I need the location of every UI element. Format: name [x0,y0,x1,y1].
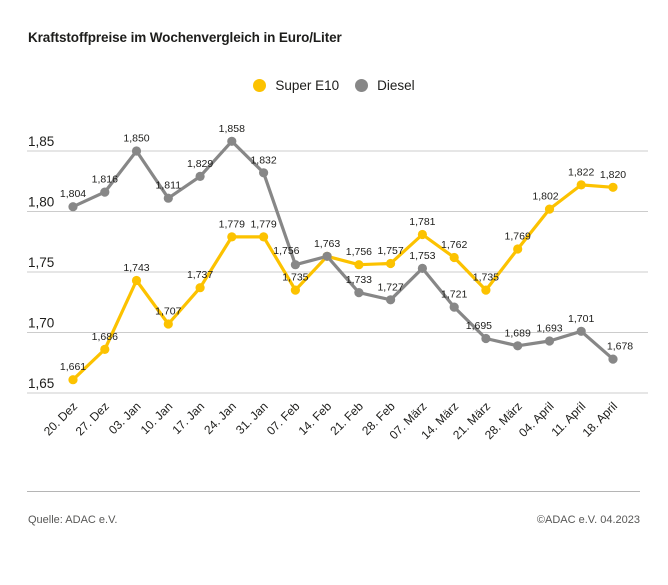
data-point-diesel [291,260,300,269]
data-point-super-e10 [577,180,586,189]
footer [28,514,640,526]
data-point-label-super-e10: 1,707 [155,305,182,318]
legend-label-super-e10: Super E10 [275,78,340,93]
x-axis-label: 14. Feb [295,399,335,438]
y-axis-label: 1,65 [28,376,55,391]
x-axis-label: 17. Jan [169,399,208,437]
data-point-label-super-e10: 1,779 [218,218,245,231]
data-point-label-diesel: 1,816 [91,173,118,186]
data-point-label-super-e10: 1,779 [250,218,277,231]
data-point-super-e10 [227,232,236,241]
data-point-label-diesel: 1,753 [409,249,436,262]
data-point-diesel [513,341,522,350]
x-axis-label: 27. Dez [72,399,112,439]
x-axis-label: 20. Dez [40,399,81,439]
data-point-label-super-e10: 1,756 [345,246,373,259]
x-axis-label: 28. Feb [359,399,398,438]
data-point-label-diesel: 1,756 [273,245,300,258]
copyright-note: ©ADAC e.V. 04.2023 [536,514,640,526]
data-point-diesel [386,295,395,304]
data-point-label-diesel: 1,678 [606,340,634,353]
data-point-label-diesel: 1,689 [504,327,531,340]
x-axis-label: 07. März [386,399,430,443]
x-axis-label: 31. Jan [232,399,271,437]
data-point-super-e10 [450,253,459,262]
data-point-super-e10 [132,276,141,285]
data-point-label-diesel: 1,763 [313,237,341,250]
data-point-super-e10 [259,232,268,241]
data-point-diesel [196,172,205,181]
data-point-label-super-e10: 1,781 [409,216,436,228]
y-axis-label: 1,75 [28,255,55,270]
data-point-diesel [100,188,109,197]
series-line-diesel [73,141,613,359]
data-point-super-e10 [545,205,554,214]
data-point-diesel [68,202,77,211]
series-line-super-e10 [73,185,613,380]
data-point-label-super-e10: 1,661 [59,361,87,374]
data-point-super-e10 [608,183,617,192]
data-point-label-super-e10: 1,735 [472,271,500,284]
data-point-diesel [608,355,617,364]
data-point-label-super-e10: 1,686 [91,330,118,343]
page-title: Kraftstoffpreise im Wochenvergleich in Euro/Liter [28,30,342,45]
data-point-diesel [227,137,236,146]
data-point-diesel [164,194,173,203]
data-point-label-super-e10: 1,737 [186,269,214,282]
data-point-diesel [450,303,459,312]
data-point-label-super-e10: 1,757 [377,245,404,257]
x-axis-label: 21. Feb [327,399,367,438]
data-point-label-diesel: 1,733 [345,274,373,287]
x-axis-label: 07. Feb [263,399,303,438]
x-axis-label: 10. Jan [137,399,176,437]
x-axis-label: 14. März [418,399,462,443]
data-point-label-diesel: 1,695 [465,320,493,332]
data-point-super-e10 [513,244,522,253]
data-point-diesel [323,252,332,261]
data-point-diesel [259,168,268,177]
data-point-label-diesel: 1,804 [59,188,87,201]
data-point-diesel [577,327,586,336]
data-point-label-diesel: 1,721 [441,288,468,301]
data-point-super-e10 [386,259,395,268]
data-point-diesel [481,334,490,343]
data-point-super-e10 [481,286,490,295]
x-axis-label: 28. März [481,399,525,443]
y-axis-label: 1,70 [28,315,55,331]
data-point-diesel [354,288,363,297]
data-point-label-super-e10: 1,769 [504,230,531,243]
data-point-label-diesel: 1,693 [536,322,563,335]
data-point-super-e10 [164,319,173,328]
data-point-label-diesel: 1,811 [155,179,182,192]
data-point-label-super-e10: 1,743 [123,262,150,274]
y-axis-label: 1,85 [28,134,55,149]
data-point-label-diesel: 1,701 [568,312,595,325]
data-point-label-super-e10: 1,735 [282,271,309,284]
data-point-label-super-e10: 1,802 [532,190,559,203]
data-point-label-super-e10: 1,822 [568,166,595,179]
data-point-diesel [418,264,427,273]
data-point-label-super-e10: 1,762 [441,239,468,251]
x-axis-label: 03. Jan [105,399,144,437]
data-point-super-e10 [291,286,300,295]
data-point-label-diesel: 1,850 [123,132,150,145]
data-point-label-diesel: 1,832 [250,154,277,167]
y-axis-label: 1,80 [28,194,55,210]
x-axis-label: 11. April [548,399,589,440]
data-point-super-e10 [354,260,363,269]
source-credit: Quelle: ADAC e.V. [28,514,118,526]
x-axis-label: 21. März [450,399,494,443]
x-axis-label: 18. April [579,399,621,440]
data-point-super-e10 [196,283,205,292]
x-axis-label: 24. Jan [201,399,239,437]
data-point-diesel [545,336,554,345]
legend-label-diesel: Diesel [377,78,415,93]
data-point-super-e10 [418,230,427,239]
data-point-super-e10 [68,375,77,384]
data-point-super-e10 [100,345,109,354]
x-axis-label: 04. April [516,399,557,440]
data-point-label-diesel: 1,727 [377,281,404,294]
data-point-diesel [132,146,141,155]
data-point-label-super-e10: 1,820 [599,168,627,181]
footer-divider [27,491,640,492]
data-point-label-diesel: 1,829 [186,157,214,170]
data-point-label-diesel: 1,858 [218,122,245,135]
